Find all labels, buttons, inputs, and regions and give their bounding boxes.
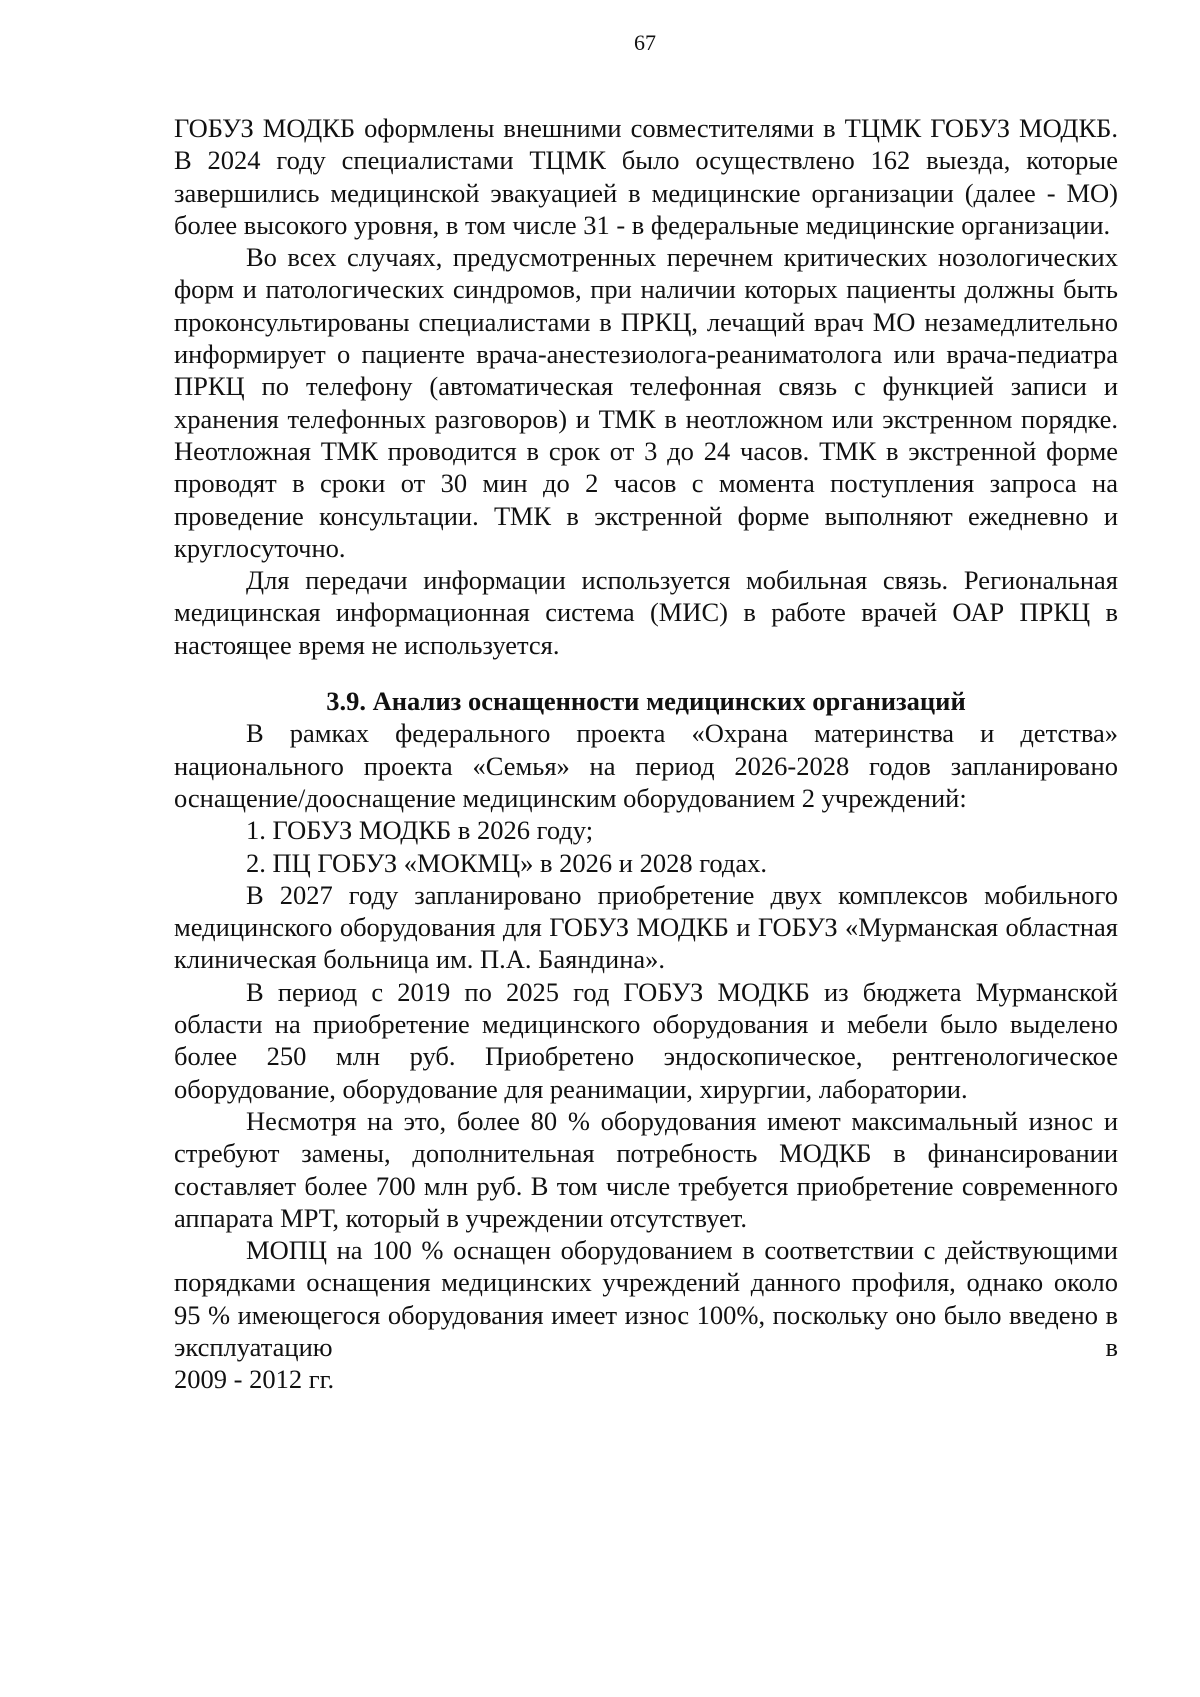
paragraph-federal-project: В рамках федерального проекта «Охрана материнства и детства» национального проекта «Семья» на период 2026-2028 годов запланировано оснащение/дооснащение медицинским оборудованием 2 учреждений:	[174, 718, 1118, 813]
list-item: 2. ПЦ ГОБУЗ «МОКМЦ» в 2026 и 2028 годах.	[246, 847, 768, 878]
paragraph-mopc: МОПЦ на 100 % оснащен оборудованием в соответствии с действующими порядками оснащения медицинских учреждений данного профиля, однако около 95 % имеющегося оборудования имеет износ 100%, поскольку оно было введено в эксплуатацию в	[174, 1235, 1118, 1362]
section-heading: 3.9. Анализ оснащенности медицинских организаций	[326, 686, 966, 717]
paragraph-telemedicine: Во всех случаях, предусмотренных перечнем критических нозологических форм и патологических синдромов, при наличии которых пациенты должны быть проконсультированы специалистами в ПРКЦ, лечащий врач МО незамедлительно информирует о пациенте врача-анестезиолога-реаниматолога или врача-педиатра ПРКЦ по телефону (автоматическая телефонная связь с функцией записи и хранения телефонных разговоров) и ТМК в неотложном или экстренном порядке. Неотложная ТМК проводится в срок от 3 до 24 часов. ТМК в экстренной форме проводят в сроки от 30 мин до 2 часов с момента поступления запроса на проведение консультации. ТМК в экстренной форме выполняют ежедневно и круглосуточно.	[174, 242, 1118, 563]
paragraph-communication: Для передачи информации используется мобильная связь. Региональная медицинская информационная система (МИС) в работе врачей ОАР ПРКЦ в настоящее время не используется.	[174, 565, 1118, 660]
paragraph-mopc-years: 2009 - 2012 гг.	[174, 1364, 335, 1395]
page-number: 67	[634, 30, 656, 55]
list-item: 1. ГОБУЗ МОДКБ в 2026 году;	[246, 815, 594, 846]
paragraph-staffing: ГОБУЗ МОДКБ оформлены внешними совместителями в ТЦМК ГОБУЗ МОДКБ. В 2024 году специалистами ТЦМК было осуществлено 162 выезда, которые завершились медицинской эвакуацией в медицинские организации (далее - МО) более высокого уровня, в том числе 31 - в федеральные медицинские организации.	[174, 113, 1118, 240]
paragraph-mobile-equipment: В 2027 году запланировано приобретение двух комплексов мобильного медицинского оборудования для ГОБУЗ МОДКБ и ГОБУЗ «Мурманская областная клиническая больница им. П.А. Баяндина».	[174, 879, 1118, 975]
paragraph-budget: В период с 2019 по 2025 год ГОБУЗ МОДКБ из бюджета Мурманской области на приобретение медицинского оборудования и мебели было выделено более 250 млн руб. Приобретено эндоскопическое, рентгенологическое оборудование, оборудование для реанимации, хирургии, лаборатории.	[174, 976, 1118, 1104]
paragraph-wear: Несмотря на это, более 80 % оборудования имеют максимальный износ и стребуют замены, дополнительная потребность МОДКБ в финансировании составляет более 700 млн руб. В том числе требуется приобретение современного аппарата МРТ, который в учреждении отсутствует.	[174, 1105, 1118, 1233]
document-body	[174, 112, 1118, 1396]
